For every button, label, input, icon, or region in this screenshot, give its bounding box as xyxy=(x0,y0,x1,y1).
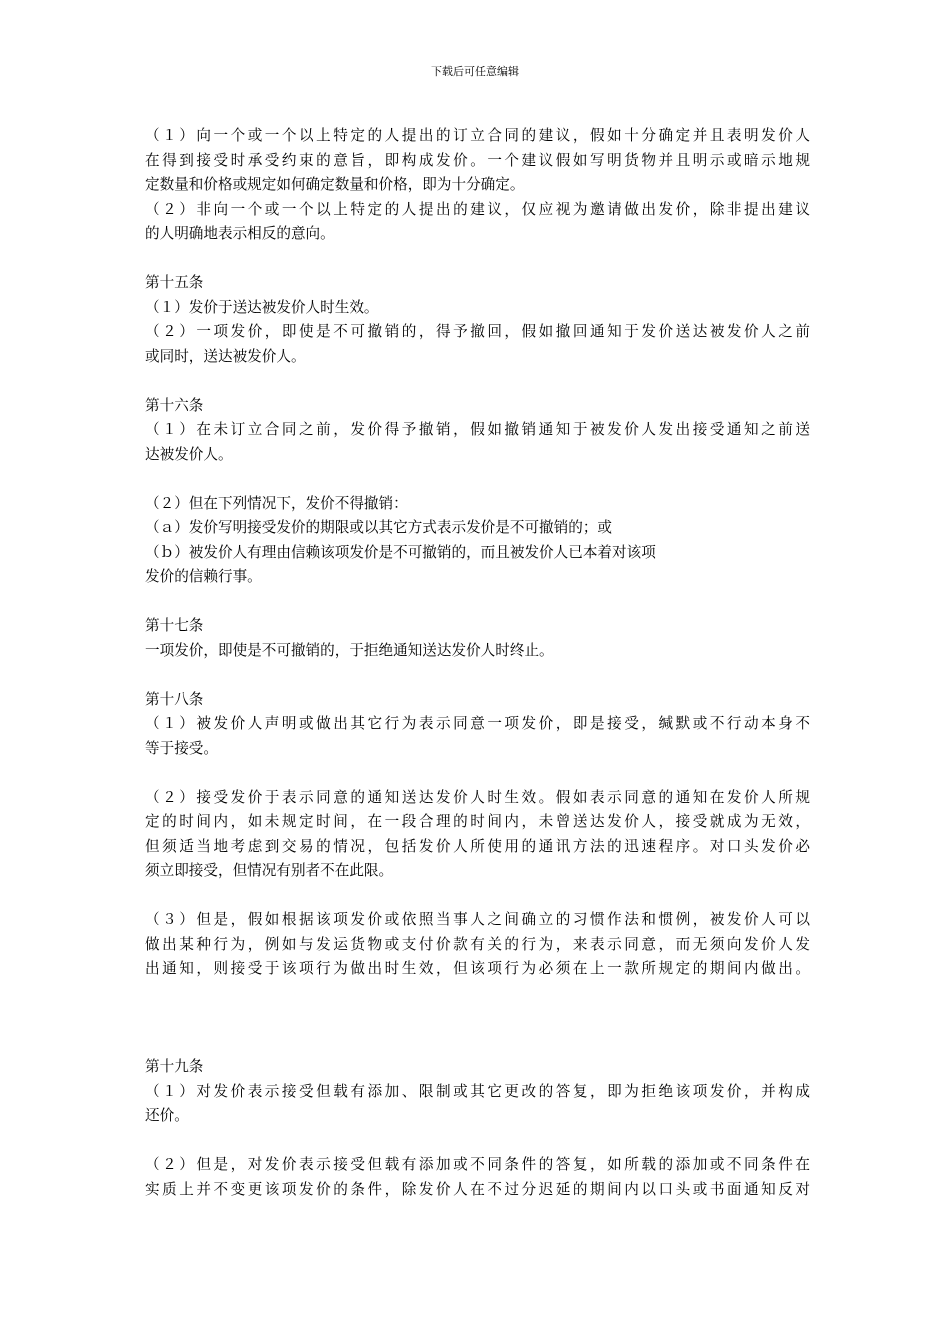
text-line: （２）但是，对发价表示接受但载有添加或不同条件的答复，如所载的添加或不同条件在 xyxy=(145,1156,810,1173)
blank-gap xyxy=(145,982,810,1056)
blank-line xyxy=(145,369,810,394)
blank-line xyxy=(145,1129,810,1154)
blank-line xyxy=(145,884,810,909)
text-line: 实质上并不变更该项发价的条件，除发价人在不过分迟延的期间内以口头或书面通知反对 xyxy=(145,1180,810,1198)
text-line: 达被发价人。 xyxy=(145,445,233,463)
text-line: （１）在未订立合同之前，发价得予撤销，假如撤销通知于被发价人发出接受通知之前送 xyxy=(145,421,810,438)
text-line: 在得到接受时承受约束的意旨，即构成发价。一个建议假如写明货物并且明示或暗示地规 xyxy=(145,151,810,169)
text-line: （１）被发价人声明或做出其它行为表示同意一项发价，即是接受，缄默或不行动本身不 xyxy=(145,715,810,732)
text-line: （２）一项发价，即使是不可撤销的，得予撤回，假如撤回通知于发价送达被发价人之前 xyxy=(145,323,810,340)
text-line: （２）但在下列情况下，发价不得撤销： xyxy=(145,494,408,512)
document-body xyxy=(145,124,810,1202)
text-line: 一项发价，即使是不可撤销的，于拒绝通知送达发价人时终止。 xyxy=(145,641,554,659)
text-line: （２）非向一个或一个以上特定的人提出的建议，仅应视为邀请做出发价，除非提出建议 xyxy=(145,200,810,218)
article-heading: 第十九条 xyxy=(145,1058,204,1075)
text-line: 须立即接受，但情况有别者不在此限。 xyxy=(145,862,394,879)
text-line: 但须适当地考虑到交易的情况，包括发价人所使用的通讯方法的迅速程序。对口头发价必 xyxy=(145,837,810,855)
page-header: 下载后可任意编辑 xyxy=(431,65,519,78)
text-line: （ａ）发价写明接受发价的期限或以其它方式表示发价是不可撤销的；或 xyxy=(145,519,613,536)
text-line: （１）对发价表示接受但载有添加、限制或其它更改的答复，即为拒绝该项发价，并构成 xyxy=(145,1082,810,1100)
text-line: 定数量和价格或规定如何确定数量和价格，即为十分确定。 xyxy=(145,176,525,193)
text-line: （１）向一个或一个以上特定的人提出的订立合同的建议，假如十分确定并且表明发价人 xyxy=(145,127,810,144)
text-line: 做出某种行为，例如与发运货物或支付价款有关的行为，来表示同意，而无须向发价人发 xyxy=(145,935,810,953)
blank-line xyxy=(145,590,810,615)
blank-line xyxy=(145,761,810,786)
text-line: 还价。 xyxy=(145,1107,189,1124)
text-line: （３）但是，假如根据该项发价或依照当事人之间确立的习惯作法和惯例，被发价人可以 xyxy=(145,911,810,928)
article-heading: 第十七条 xyxy=(145,617,204,634)
text-line: （１）发价于送达被发价人时生效。 xyxy=(145,298,379,316)
text-line: 定的时间内，如未规定时间，在一段合理的时间内，未曾送达发价人，接受就成为无效， xyxy=(145,813,810,830)
blank-line xyxy=(145,663,810,688)
article-heading: 第十五条 xyxy=(145,274,204,291)
text-line: 等于接受。 xyxy=(145,739,218,757)
article-heading: 第十六条 xyxy=(145,396,204,414)
blank-line xyxy=(145,467,810,492)
blank-line xyxy=(145,247,810,272)
text-line: （２）接受发价于表示同意的通知送达发价人时生效。假如表示同意的通知在发价人所规 xyxy=(145,788,810,806)
text-line: 发价的信赖行事。 xyxy=(145,568,262,585)
text-line: （ｂ）被发价人有理由信赖该项发价是不可撤销的，而且被发价人已本着对该项 xyxy=(145,543,656,561)
text-line: 出通知，则接受于该项行为做出时生效，但该项行为必须在上一款所规定的期间内做出。 xyxy=(145,960,810,977)
article-heading: 第十八条 xyxy=(145,690,204,708)
text-line: 的人明确地表示相反的意向。 xyxy=(145,225,335,242)
text-line: 或同时，送达被发价人。 xyxy=(145,347,306,365)
